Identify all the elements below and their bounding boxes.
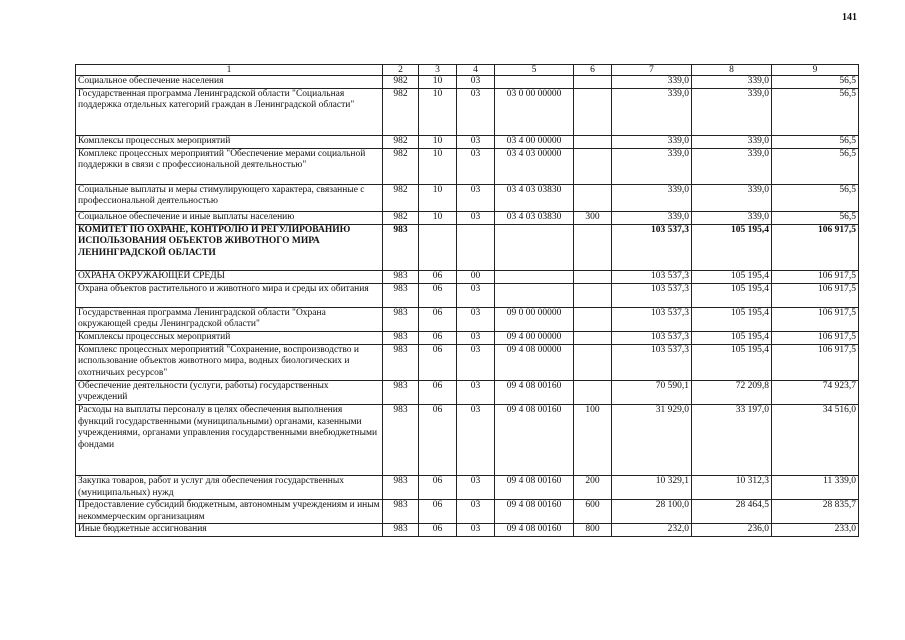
amount-year3-cell: 74 923,7 <box>772 380 859 404</box>
subsection-code-cell: 00 <box>457 270 495 283</box>
section-code-cell: 10 <box>419 184 457 211</box>
expense-type-cell: 300 <box>574 211 612 224</box>
expense-type-cell <box>574 331 612 344</box>
header-row <box>76 65 859 76</box>
section-code-cell: 06 <box>419 475 457 499</box>
amount-year3-cell: 106 917,5 <box>772 344 859 380</box>
header-cell: 4 <box>457 65 495 76</box>
row-name-cell: Охрана объектов растительного и животного мира и среды их обитания <box>76 283 383 307</box>
target-article-cell: 03 4 03 00000 <box>495 148 574 184</box>
amount-year2-cell: 339,0 <box>692 76 772 89</box>
row-name-cell: КОМИТЕТ ПО ОХРАНЕ, КОНТРОЛЮ И РЕГУЛИРОВАНИЮ ИСПОЛЬЗОВАНИЯ ОБЪЕКТОВ ЖИВОТНОГО МИРА ЛЕНИНГРАДСКОЙ ОБЛАСТИ <box>76 224 383 270</box>
target-article-cell: 09 4 08 00160 <box>495 524 574 537</box>
amount-year1-cell: 28 100,0 <box>612 500 692 524</box>
amount-year1-cell: 103 537,3 <box>612 331 692 344</box>
section-code-cell: 06 <box>419 283 457 307</box>
section-code-cell: 06 <box>419 500 457 524</box>
amount-year3-cell: 56,5 <box>772 184 859 211</box>
table-row <box>76 76 859 89</box>
amount-year3-cell: 34 516,0 <box>772 404 859 475</box>
row-name-cell: Иные бюджетные ассигнования <box>76 524 383 537</box>
amount-year3-cell: 233,0 <box>772 524 859 537</box>
expense-type-cell <box>574 224 612 270</box>
expense-type-cell <box>574 135 612 148</box>
amount-year1-cell: 339,0 <box>612 211 692 224</box>
target-article-cell: 09 4 08 00000 <box>495 344 574 380</box>
target-article-cell: 09 4 08 00160 <box>495 475 574 499</box>
amount-year2-cell: 339,0 <box>692 148 772 184</box>
section-code-cell: 06 <box>419 524 457 537</box>
target-article-cell: 03 4 00 00000 <box>495 135 574 148</box>
row-name-cell: Государственная программа Ленинградской области "Охрана окружающей среды Ленинградской области" <box>76 307 383 331</box>
header-cell: 1 <box>76 65 383 76</box>
expense-type-cell <box>574 270 612 283</box>
section-code-cell: 10 <box>419 76 457 89</box>
row-name-cell: Комплекс процессных мероприятий "Обеспечение мерами социальной поддержки в связи с профессиональной деятельностью" <box>76 148 383 184</box>
header-cell: 2 <box>383 65 419 76</box>
row-name-cell: Государственная программа Ленинградской области "Социальная поддержка отдельных категорий граждан в Ленинградской области" <box>76 88 383 135</box>
section-code-cell: 06 <box>419 404 457 475</box>
amount-year2-cell: 28 464,5 <box>692 500 772 524</box>
amount-year1-cell: 10 329,1 <box>612 475 692 499</box>
chapter-code-cell: 982 <box>383 76 419 89</box>
section-code-cell: 10 <box>419 88 457 135</box>
row-name-cell: Комплексы процессных мероприятий <box>76 135 383 148</box>
header-cell: 3 <box>419 65 457 76</box>
target-article-cell <box>495 270 574 283</box>
amount-year2-cell: 339,0 <box>692 184 772 211</box>
amount-year2-cell: 72 209,8 <box>692 380 772 404</box>
subsection-code-cell: 03 <box>457 380 495 404</box>
amount-year3-cell: 106 917,5 <box>772 331 859 344</box>
amount-year2-cell: 33 197,0 <box>692 404 772 475</box>
section-code-cell: 06 <box>419 331 457 344</box>
table-row <box>76 211 859 224</box>
target-article-cell <box>495 283 574 307</box>
header-cell: 8 <box>692 65 772 76</box>
section-code-cell: 10 <box>419 148 457 184</box>
expense-type-cell <box>574 380 612 404</box>
row-name-cell: Закупка товаров, работ и услуг для обеспечения государственных (муниципальных) нужд <box>76 475 383 499</box>
chapter-code-cell: 982 <box>383 184 419 211</box>
chapter-code-cell: 983 <box>383 224 419 270</box>
row-name-cell: Предоставление субсидий бюджетным, автономным учреждениям и иным некоммерческим организациям <box>76 500 383 524</box>
chapter-code-cell: 982 <box>383 88 419 135</box>
target-article-cell: 09 4 08 00160 <box>495 500 574 524</box>
amount-year2-cell: 10 312,3 <box>692 475 772 499</box>
amount-year3-cell: 28 835,7 <box>772 500 859 524</box>
amount-year3-cell: 56,5 <box>772 148 859 184</box>
amount-year2-cell: 105 195,4 <box>692 224 772 270</box>
amount-year2-cell: 339,0 <box>692 135 772 148</box>
amount-year2-cell: 105 195,4 <box>692 283 772 307</box>
chapter-code-cell: 982 <box>383 148 419 184</box>
subsection-code-cell: 03 <box>457 135 495 148</box>
expense-type-cell: 100 <box>574 404 612 475</box>
table-row <box>76 344 859 380</box>
table-row <box>76 283 859 307</box>
chapter-code-cell: 983 <box>383 404 419 475</box>
expense-type-cell: 800 <box>574 524 612 537</box>
subsection-code-cell: 03 <box>457 211 495 224</box>
subsection-code-cell: 03 <box>457 184 495 211</box>
amount-year2-cell: 236,0 <box>692 524 772 537</box>
chapter-code-cell: 983 <box>383 331 419 344</box>
table-row <box>76 475 859 499</box>
chapter-code-cell: 982 <box>383 211 419 224</box>
amount-year3-cell: 106 917,5 <box>772 307 859 331</box>
amount-year2-cell: 105 195,4 <box>692 331 772 344</box>
page-number: 141 <box>842 12 857 23</box>
target-article-cell <box>495 224 574 270</box>
table-row <box>76 184 859 211</box>
row-name-cell: Социальное обеспечение и иные выплаты населению <box>76 211 383 224</box>
amount-year3-cell: 106 917,5 <box>772 270 859 283</box>
subsection-code-cell: 03 <box>457 307 495 331</box>
header-cell: 5 <box>495 65 574 76</box>
amount-year1-cell: 103 537,3 <box>612 224 692 270</box>
expense-type-cell <box>574 344 612 380</box>
subsection-code-cell: 03 <box>457 283 495 307</box>
table-row <box>76 224 859 270</box>
row-name-cell: Социальное обеспечение населения <box>76 76 383 89</box>
row-name-cell: Социальные выплаты и меры стимулирующего характера, связанные с профессиональной деятельностью <box>76 184 383 211</box>
subsection-code-cell: 03 <box>457 404 495 475</box>
amount-year1-cell: 103 537,3 <box>612 270 692 283</box>
chapter-code-cell: 983 <box>383 283 419 307</box>
section-code-cell: 06 <box>419 307 457 331</box>
chapter-code-cell: 982 <box>383 135 419 148</box>
expense-type-cell <box>574 88 612 135</box>
target-article-cell: 09 0 00 00000 <box>495 307 574 331</box>
table-row <box>76 524 859 537</box>
section-code-cell: 10 <box>419 211 457 224</box>
amount-year3-cell: 56,5 <box>772 135 859 148</box>
chapter-code-cell: 983 <box>383 270 419 283</box>
row-name-cell: Комплекс процессных мероприятий "Сохранение, воспроизводство и использование объектов животного мира, водных биологических и охотничьих ресурсов" <box>76 344 383 380</box>
chapter-code-cell: 983 <box>383 307 419 331</box>
row-name-cell: Расходы на выплаты персоналу в целях обеспечения выполнения функций государственными (муниципальными) органами, казенными учреждениями, органами управления государственными внебюджетными фондами <box>76 404 383 475</box>
budget-table <box>75 64 859 537</box>
subsection-code-cell: 03 <box>457 76 495 89</box>
target-article-cell: 03 0 00 00000 <box>495 88 574 135</box>
section-code-cell <box>419 224 457 270</box>
chapter-code-cell: 983 <box>383 344 419 380</box>
amount-year2-cell: 105 195,4 <box>692 270 772 283</box>
header-cell: 7 <box>612 65 692 76</box>
target-article-cell: 03 4 03 03830 <box>495 184 574 211</box>
amount-year1-cell: 339,0 <box>612 76 692 89</box>
amount-year1-cell: 232,0 <box>612 524 692 537</box>
target-article-cell <box>495 76 574 89</box>
row-name-cell: Обеспечение деятельности (услуги, работы) государственных учреждений <box>76 380 383 404</box>
row-name-cell: Комплексы процессных мероприятий <box>76 331 383 344</box>
target-article-cell: 03 4 03 03830 <box>495 211 574 224</box>
chapter-code-cell: 983 <box>383 524 419 537</box>
table-row <box>76 307 859 331</box>
amount-year1-cell: 70 590,1 <box>612 380 692 404</box>
subsection-code-cell: 03 <box>457 148 495 184</box>
expense-type-cell: 600 <box>574 500 612 524</box>
table-row <box>76 88 859 135</box>
amount-year1-cell: 103 537,3 <box>612 344 692 380</box>
row-name-cell: ОХРАНА ОКРУЖАЮЩЕЙ СРЕДЫ <box>76 270 383 283</box>
table-row <box>76 270 859 283</box>
amount-year3-cell: 56,5 <box>772 88 859 135</box>
subsection-code-cell: 03 <box>457 500 495 524</box>
header-cell: 6 <box>574 65 612 76</box>
subsection-code-cell: 03 <box>457 331 495 344</box>
expense-type-cell <box>574 283 612 307</box>
amount-year2-cell: 339,0 <box>692 88 772 135</box>
amount-year1-cell: 339,0 <box>612 135 692 148</box>
table-row <box>76 404 859 475</box>
target-article-cell: 09 4 00 00000 <box>495 331 574 344</box>
amount-year3-cell: 106 917,5 <box>772 283 859 307</box>
expense-type-cell: 200 <box>574 475 612 499</box>
table-row <box>76 380 859 404</box>
target-article-cell: 09 4 08 00160 <box>495 404 574 475</box>
expense-type-cell <box>574 184 612 211</box>
chapter-code-cell: 983 <box>383 475 419 499</box>
target-article-cell: 09 4 08 00160 <box>495 380 574 404</box>
table-row <box>76 500 859 524</box>
amount-year2-cell: 105 195,4 <box>692 344 772 380</box>
amount-year3-cell: 11 339,0 <box>772 475 859 499</box>
section-code-cell: 10 <box>419 135 457 148</box>
chapter-code-cell: 983 <box>383 380 419 404</box>
subsection-code-cell: 03 <box>457 344 495 380</box>
expense-type-cell <box>574 307 612 331</box>
amount-year1-cell: 339,0 <box>612 88 692 135</box>
section-code-cell: 06 <box>419 344 457 380</box>
amount-year1-cell: 103 537,3 <box>612 283 692 307</box>
subsection-code-cell: 03 <box>457 88 495 135</box>
section-code-cell: 06 <box>419 270 457 283</box>
subsection-code-cell <box>457 224 495 270</box>
amount-year1-cell: 339,0 <box>612 148 692 184</box>
table-row <box>76 331 859 344</box>
amount-year2-cell: 105 195,4 <box>692 307 772 331</box>
amount-year1-cell: 103 537,3 <box>612 307 692 331</box>
amount-year3-cell: 56,5 <box>772 76 859 89</box>
section-code-cell: 06 <box>419 380 457 404</box>
chapter-code-cell: 983 <box>383 500 419 524</box>
table-row <box>76 148 859 184</box>
amount-year1-cell: 31 929,0 <box>612 404 692 475</box>
expense-type-cell <box>574 76 612 89</box>
amount-year3-cell: 106 917,5 <box>772 224 859 270</box>
expense-type-cell <box>574 148 612 184</box>
amount-year1-cell: 339,0 <box>612 184 692 211</box>
amount-year2-cell: 339,0 <box>692 211 772 224</box>
subsection-code-cell: 03 <box>457 475 495 499</box>
table-row <box>76 135 859 148</box>
header-cell: 9 <box>772 65 859 76</box>
subsection-code-cell: 03 <box>457 524 495 537</box>
amount-year3-cell: 56,5 <box>772 211 859 224</box>
